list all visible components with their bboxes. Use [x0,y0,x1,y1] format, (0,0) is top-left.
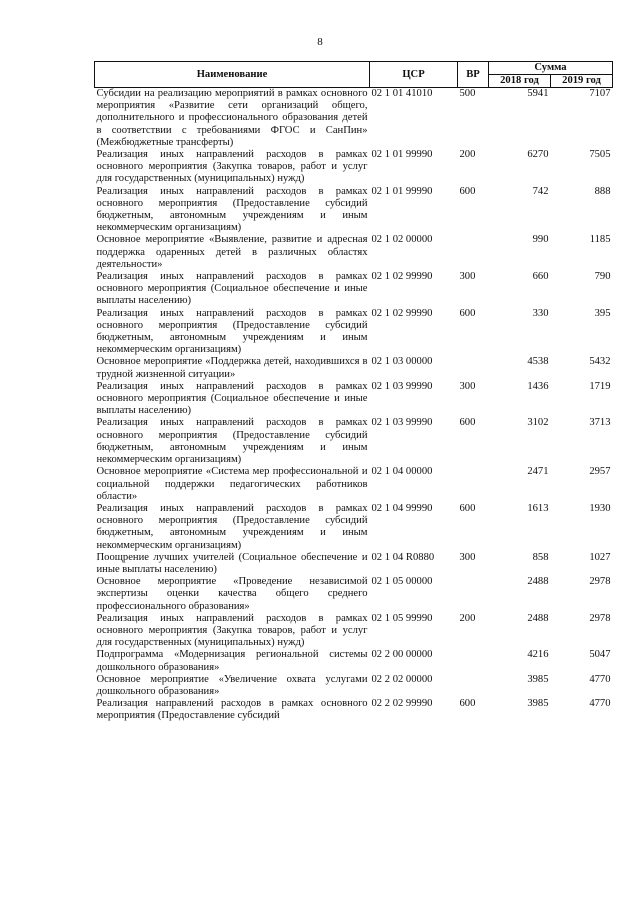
row-sum-2019: 1719 [589,380,611,392]
row-vr: 600 [459,502,476,514]
header-name: Наименование [95,62,370,88]
row-vr [458,466,489,503]
table-row [95,381,613,418]
row-sum-2018: 1436 [527,380,549,392]
row-vr [458,576,489,613]
row-name: Основное мероприятие «Система мер профессиональной и социальной поддержки педагогических работников области» [96,466,368,502]
row-sum-2018: 3102 [527,417,549,429]
row-csr: 02 1 04 00000 [371,466,433,478]
row-sum-2019: 2978 [589,612,611,624]
row-vr [458,356,489,380]
table-row [95,503,613,552]
row-name: Реализация иных направлений расходов в рамках основного мероприятия (Предоставление субсидий бюджетным, автономным учреждениям и иным некоммерческим организациям) [96,417,368,466]
row-csr: 02 1 03 99990 [371,417,433,429]
row-vr: 600 [459,698,476,710]
row-name: Поощрение лучших учителей (Социальное обеспечение и иные выплаты населению) [96,551,368,575]
row-sum-2019: 1027 [589,551,611,563]
row-csr: 02 1 04 99990 [371,502,433,514]
row-vr [458,649,489,673]
row-sum-2019: 3713 [589,417,611,429]
row-sum-2018: 858 [532,551,549,563]
row-sum-2019: 4770 [589,673,611,685]
row-sum-2018: 990 [532,234,549,246]
row-sum-2019: 7505 [589,149,611,161]
row-csr: 02 1 02 99990 [371,271,433,283]
budget-table [94,61,613,723]
row-vr: 600 [459,307,476,319]
row-vr: 200 [459,612,476,624]
row-csr: 02 2 00 00000 [371,649,433,661]
table-row [95,234,613,271]
header-csr: ЦСР [370,62,458,88]
row-name: Основное мероприятие «Увеличение охвата услугами дошкольного образования» [96,673,368,697]
row-name: Реализация иных направлений расходов в рамках основного мероприятия (Закупка товаров, работ и услуг для государственных (муниципальных) нужд) [96,612,368,649]
row-sum-2018: 6270 [527,149,549,161]
row-sum-2019: 395 [594,307,611,319]
row-csr: 02 1 05 99990 [371,612,433,624]
row-name: Реализация иных направлений расходов в рамках основного мероприятия (Предоставление субсидий бюджетным, автономным учреждениям и иным некоммерческим организациям) [96,502,368,551]
row-sum-2019: 4770 [589,698,611,710]
row-sum-2018: 3985 [527,673,549,685]
table-row [95,186,613,235]
row-sum-2019: 5432 [589,356,611,368]
row-name: Основное мероприятие «Выявление, развитие и адресная поддержка одаренных детей в различных областях деятельности» [96,234,368,270]
row-csr: 02 1 01 99990 [371,149,433,161]
row-csr: 02 1 05 00000 [371,576,433,588]
row-sum-2018: 2488 [527,576,549,588]
row-sum-2018: 4216 [527,649,549,661]
row-csr: 02 2 02 00000 [371,673,433,685]
table-header [95,62,613,88]
table-row [95,417,613,466]
row-name: Реализация иных направлений расходов в рамках основного мероприятия (Предоставление субсидий бюджетным, автономным учреждениям и иным некоммерческим организациям) [96,307,368,356]
row-name: Основное мероприятие «Проведение независимой экспертизы оценки качества общего среднего профессионального образования» [96,576,368,612]
page-number: 8 [317,36,323,48]
table-row [95,674,613,698]
row-sum-2019: 1185 [589,234,611,246]
row-csr: 02 1 04 R0880 [371,551,435,563]
row-vr: 300 [459,551,476,563]
row-vr: 600 [459,185,476,197]
row-vr [458,234,489,271]
header-year-2019: 2019 год [551,75,613,88]
table-row [95,308,613,357]
row-name: Реализация иных направлений расходов в рамках основного мероприятия (Социальное обеспечение и иные выплаты населению) [96,271,368,307]
row-csr: 02 1 02 99990 [371,307,433,319]
table-row [95,698,613,722]
table-row [95,552,613,576]
table-body [95,88,613,723]
row-sum-2018: 5941 [527,88,549,99]
table-row [95,88,613,150]
table-row [95,271,613,308]
row-sum-2018: 2471 [527,466,549,478]
row-vr: 500 [459,88,476,99]
row-sum-2019: 888 [594,185,611,197]
row-csr: 02 1 01 41010 [371,88,433,99]
row-vr [458,674,489,698]
row-name: Реализация направлений расходов в рамках основного мероприятия (Предоставление субсидий [96,698,368,722]
header-vr: ВР [458,62,489,88]
row-vr: 600 [459,417,476,429]
table-row [95,356,613,380]
table-row [95,576,613,613]
row-sum-2018: 2488 [527,612,549,624]
row-name: Реализация иных направлений расходов в рамках основного мероприятия (Предоставление субсидий бюджетным, автономным учреждениям и иным некоммерческим организациям) [96,185,368,234]
row-csr: 02 1 02 00000 [371,234,433,246]
row-vr: 300 [459,271,476,283]
table-row [95,149,613,186]
row-csr: 02 2 02 99990 [371,698,433,710]
row-name: Реализация иных направлений расходов в рамках основного мероприятия (Закупка товаров, работ и услуг для государственных (муниципальных) нужд) [96,149,368,185]
table-row [95,613,613,650]
row-name: Подпрограмма «Модернизация региональной системы дошкольного образования» [96,649,368,673]
row-sum-2019: 1930 [589,502,611,514]
row-sum-2018: 3985 [527,698,549,710]
row-sum-2019: 2978 [589,576,611,588]
row-name: Субсидии на реализацию мероприятий в рамках основного мероприятия «Развитие сети организаций общего, дополнительного и профессионального образования детей в соответствии с требованиями ФГОС и СанПин» (Межбюджетные трансферты) [96,88,368,148]
row-sum-2018: 1613 [527,502,549,514]
header-sum: Сумма [489,62,613,75]
row-sum-2019: 5047 [589,649,611,661]
header-year-2018: 2018 год [489,75,551,88]
table-row [95,649,613,673]
row-csr: 02 1 03 00000 [371,356,433,368]
row-sum-2018: 330 [532,307,549,319]
row-vr: 200 [459,149,476,161]
row-csr: 02 1 03 99990 [371,380,433,392]
row-sum-2018: 742 [532,185,549,197]
row-sum-2019: 790 [594,271,611,283]
row-vr: 300 [459,380,476,392]
row-name: Основное мероприятие «Поддержка детей, находившихся в трудной жизненной ситуации» [96,356,368,380]
row-csr: 02 1 01 99990 [371,185,433,197]
row-sum-2018: 4538 [527,356,549,368]
row-sum-2018: 660 [532,271,549,283]
row-name: Реализация иных направлений расходов в рамках основного мероприятия (Социальное обеспечение и иные выплаты населению) [96,380,368,417]
row-sum-2019: 7107 [589,88,611,99]
table-row [95,466,613,503]
row-sum-2019: 2957 [589,466,611,478]
